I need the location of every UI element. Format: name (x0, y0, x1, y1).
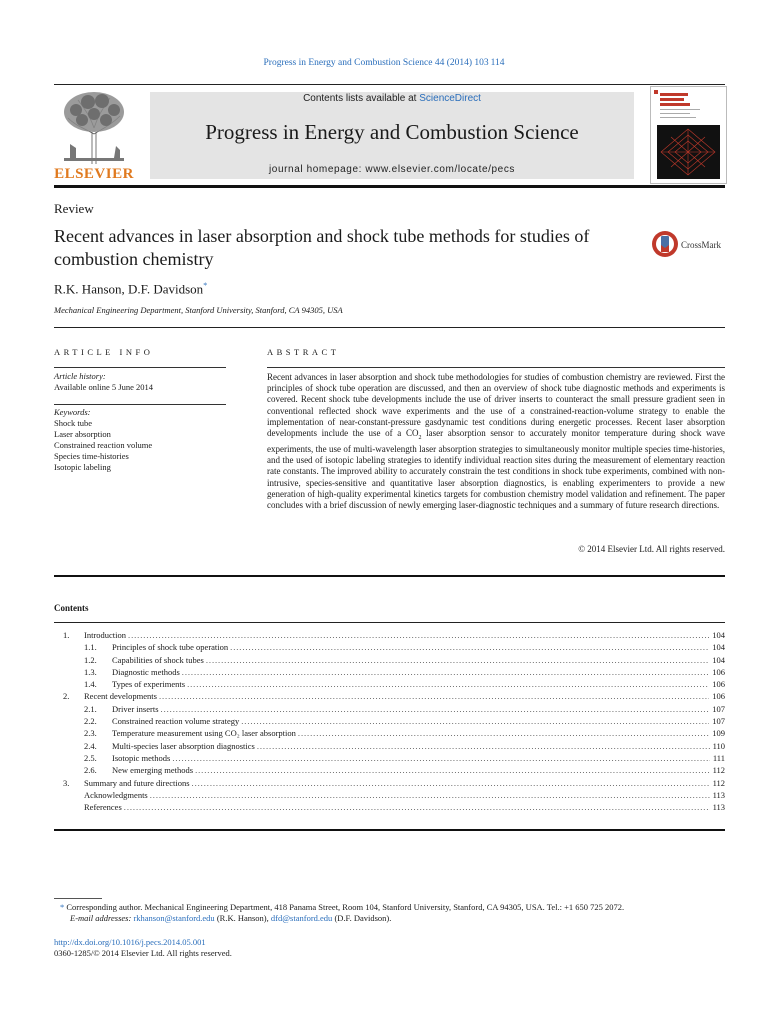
toc-entry[interactable] (54, 764, 725, 776)
toc-number: 1.3. (84, 666, 97, 677)
history-label: Article history: (54, 371, 106, 381)
toc-number: 2.3. (84, 728, 97, 739)
footnote-marker: * (60, 902, 65, 912)
toc-page-number: 106 (712, 666, 725, 677)
toc-leader-dots (195, 764, 710, 776)
toc-leader-dots (159, 690, 709, 702)
keyword: Laser absorption (54, 429, 111, 439)
corresponding-author-mark[interactable]: * (203, 281, 208, 290)
toc-number: 1.4. (84, 679, 97, 690)
email-label: E-mail addresses: (70, 913, 132, 923)
affiliation: Mechanical Engineering Department, Stanford University, Stanford, CA 94305, USA (54, 305, 343, 315)
publisher-name: ELSEVIER (54, 166, 134, 182)
toc-entry[interactable] (54, 715, 725, 727)
article-type: Review (54, 201, 94, 216)
toc-page-number: 106 (712, 679, 725, 690)
toc-title: Temperature measurement using CO₂ laser absorption (112, 728, 296, 739)
toc-title: Diagnostic methods (112, 666, 180, 677)
corresponding-author-note: Corresponding author. Mechanical Engineering Department, 418 Panama Street, Room 104, Stanford University, Stanford, CA 94305, USA. Tel.: +1 650 725 2072. (66, 902, 625, 912)
toc-leader-dots (161, 703, 710, 715)
toc-title: Acknowledgments (84, 789, 148, 800)
toc-page-number: 113 (712, 789, 725, 800)
toc-title: New emerging methods (112, 765, 194, 776)
toc-page-number: 112 (712, 765, 725, 776)
toc-page-number: 104 (712, 654, 725, 665)
toc-title: References (84, 802, 122, 813)
toc-leader-dots (230, 641, 709, 653)
toc-page-number: 110 (712, 740, 725, 751)
toc-page-number: 112 (712, 777, 725, 788)
toc-leader-dots (257, 740, 710, 752)
toc-number: 3. (63, 777, 70, 788)
keyword-list (54, 418, 152, 473)
toc-page-number: 109 (712, 728, 725, 739)
journal-citation[interactable]: Progress in Energy and Combustion Science 44 (2014) 103 114 (263, 58, 505, 68)
history-value: Available online 5 June 2014 (54, 382, 153, 392)
toc-page-number: 107 (712, 716, 725, 727)
issn-line: 0360-1285/© 2014 Elsevier Ltd. All rights reserved. (54, 948, 232, 958)
author-names: R.K. Hanson, D.F. Davidson (54, 281, 204, 297)
article-title: Recent advances in laser absorption and shock tube methods for studies of combustion chemistry (54, 226, 590, 269)
abstract-subscript: 2 (418, 434, 422, 441)
keyword: Shock tube (54, 418, 93, 428)
toc-number: 1. (63, 630, 70, 640)
toc-page-number: 104 (712, 642, 725, 653)
divider (54, 84, 725, 85)
toc-entry[interactable] (54, 629, 725, 641)
toc-entry[interactable] (54, 740, 725, 752)
toc-leader-dots (298, 727, 709, 739)
divider (267, 367, 725, 368)
toc-leader-dots (241, 715, 709, 727)
toc-page-number: 111 (712, 752, 725, 763)
toc-leader-dots (182, 666, 709, 678)
doi-link[interactable]: http://dx.doi.org/10.1016/j.pecs.2014.05.001 (54, 937, 206, 947)
toc-entry[interactable] (54, 654, 725, 666)
toc-leader-dots (206, 654, 709, 666)
toc-leader-dots (150, 789, 710, 801)
crossmark-label: CrossMark (681, 240, 721, 250)
article-info-heading: ARTICLE INFO (54, 347, 154, 357)
abstract-part2: laser absorption sensor to accurately monitor temperature during shock wave experiments, the use of multi-wavelength laser absorption strategies to simultaneously monitor multiple species time-histories, and the used of isotopic labeling strategies to identify individual reaction sites during the measurement of elementary reaction rate constants. The improved ability to accurately constrain the test conditions in shock tube experiments, combined with non-intrusive, species-sensitive and quantitative laser absorption diagnostics, is enabling experimenters to provide a new generation of high-quality experimental kinetics targets for combustion chemistry model validation and refinement. The paper concludes with a brief discussion of newly emerging laser-diagnostic techniques and a summary of future research directions. (267, 428, 725, 511)
sciencedirect-link[interactable]: ScienceDirect (419, 93, 481, 104)
divider (54, 829, 725, 831)
toc-number: 2. (63, 691, 70, 702)
toc-title: Capabilities of shock tubes (112, 654, 204, 665)
toc-number: 1.2. (84, 654, 97, 665)
email-owner-hanson: (R.K. Hanson), (216, 913, 269, 923)
toc-title: Recent developments (84, 691, 157, 702)
toc-number: 2.2. (84, 716, 97, 727)
journal-name: Progress in Energy and Combustion Science (205, 120, 579, 144)
toc-page-number: 106 (712, 691, 725, 702)
contents-available-line (150, 93, 634, 104)
toc-leader-dots (192, 777, 710, 789)
abstract-part1: Recent advances in laser absorption and shock tube methodologies for studies of combustion chemistry are reviewed. First the principles of shock tube operation are discussed, and then an overview of shock tube diagnostic methods and experiments is covered. Recent shock tube developments include the use of driver inserts to counteract the small pressure gradient seen in conventional reflected shock wave experiments and the use of a constrained-reaction-volume strategy to enable the implementation of near-constant-pressure gasdynamic test conditions during energetic processes. Recent laser absorption developments include the use of a CO (267, 372, 725, 439)
contents-heading: Contents (54, 603, 89, 613)
homepage-url[interactable]: www.elsevier.com/locate/pecs (365, 164, 516, 175)
keywords-label: Keywords: (54, 407, 91, 417)
toc-entry[interactable] (54, 690, 725, 702)
abstract-heading: ABSTRACT (267, 347, 340, 357)
toc-title: Summary and future directions (84, 777, 190, 788)
divider (54, 622, 725, 623)
email-link-davidson[interactable]: dfd@stanford.edu (270, 913, 333, 923)
email-link-hanson[interactable]: rkhanson@stanford.edu (133, 913, 215, 923)
toc-number: 2.5. (84, 752, 97, 763)
toc-entry[interactable] (54, 703, 725, 715)
toc-entry[interactable] (54, 641, 725, 653)
contents-prefix: Contents lists available at (303, 93, 420, 104)
footnote (60, 902, 730, 924)
toc-page-number: 113 (712, 802, 725, 813)
toc-title: Principles of shock tube operation (112, 642, 229, 653)
toc-entry[interactable] (54, 752, 725, 764)
toc-number: 1.1. (84, 642, 97, 653)
toc-number: 2.4. (84, 740, 97, 751)
toc-number: 2.1. (84, 703, 97, 714)
toc-title: Multi-species laser absorption diagnostics (112, 740, 255, 751)
toc-entry[interactable] (54, 777, 725, 789)
divider (54, 575, 725, 577)
toc-leader-dots (187, 678, 709, 690)
abstract-text (267, 372, 725, 511)
toc-leader-dots (124, 801, 710, 813)
divider (54, 367, 226, 368)
toc-entry[interactable] (54, 727, 725, 739)
toc-page-number: 107 (712, 703, 725, 714)
homepage-prefix: journal homepage: (268, 164, 366, 175)
toc-leader-dots (172, 752, 710, 764)
toc-title: Driver inserts (112, 703, 159, 714)
keyword: Isotopic labeling (54, 462, 111, 472)
table-of-contents (54, 629, 725, 813)
toc-title: Isotopic methods (112, 752, 171, 763)
toc-number: 2.6. (84, 765, 97, 776)
toc-page-number: 104 (712, 630, 725, 640)
abstract-copyright: © 2014 Elsevier Ltd. All rights reserved. (578, 544, 725, 554)
divider (54, 404, 226, 405)
divider (54, 327, 725, 328)
toc-entry[interactable] (54, 801, 725, 813)
toc-entry[interactable] (54, 789, 725, 801)
toc-title: Types of experiments (112, 679, 186, 690)
toc-leader-dots (128, 629, 709, 641)
toc-title: Introduction (84, 630, 127, 640)
divider (54, 185, 725, 188)
toc-entry[interactable] (54, 678, 725, 690)
crossmark-button[interactable] (651, 229, 731, 259)
footnote-divider (54, 898, 102, 899)
journal-cover-thumbnail (650, 86, 727, 184)
toc-title: Constrained reaction volume strategy (112, 716, 240, 727)
toc-entry[interactable] (54, 666, 725, 678)
authors (54, 281, 207, 297)
keyword: Constrained reaction volume (54, 440, 153, 450)
email-owner-davidson: (D.F. Davidson). (334, 913, 392, 923)
keyword: Species time-histories (54, 451, 129, 461)
journal-homepage (150, 164, 634, 175)
